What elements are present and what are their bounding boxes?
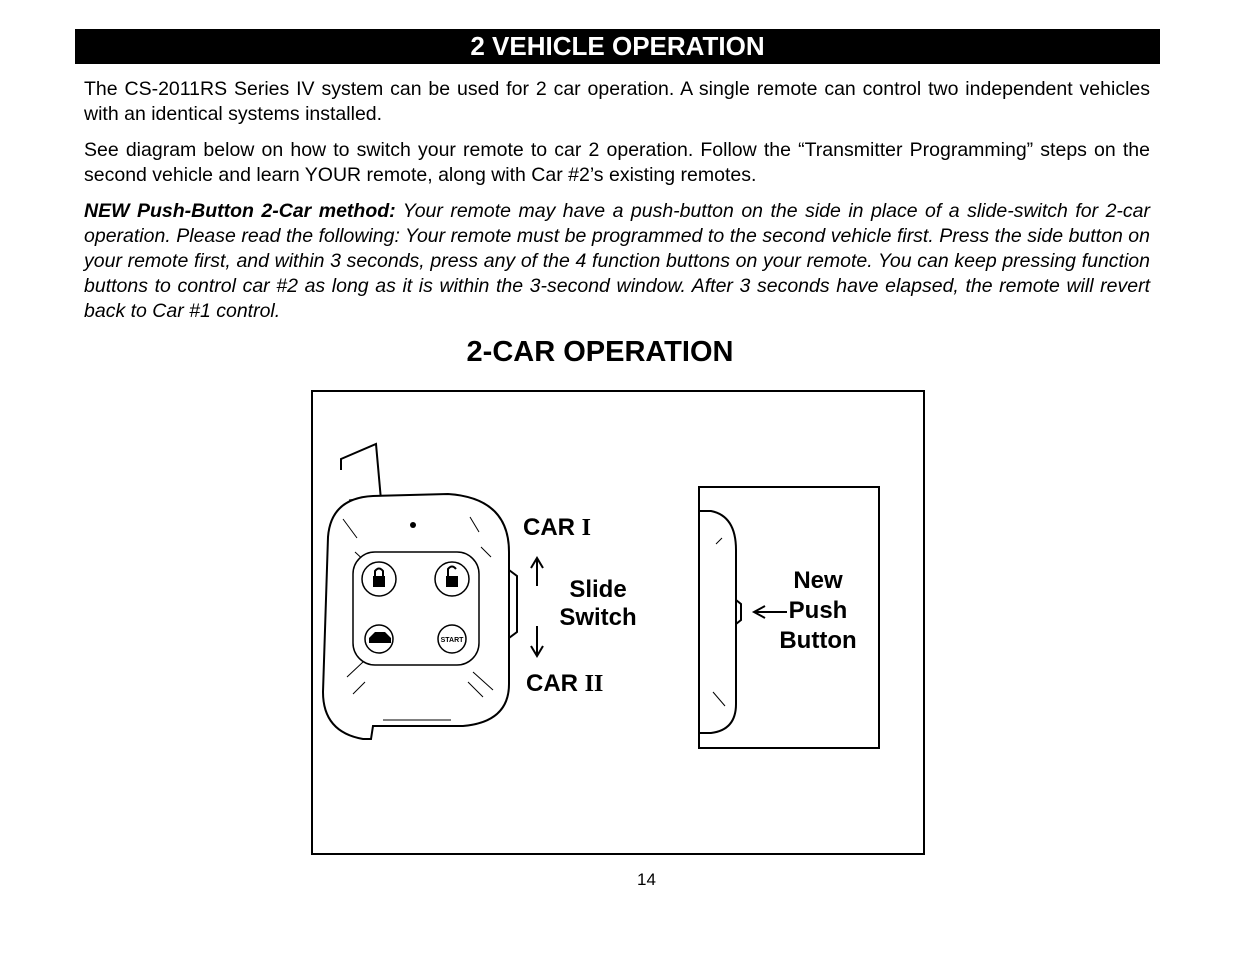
car-2-numeral: II xyxy=(584,671,604,697)
new-push-button-label xyxy=(775,566,861,656)
two-car-diagram xyxy=(311,390,925,855)
slide-switch-label xyxy=(548,576,648,632)
antenna-icon xyxy=(341,444,381,500)
push-button-method-body: Your remote may have a push-button on the side in place of a slide-switch for 2-car operation. Please read the following: Your remote must be programmed to the second vehicle first. Press the side button on your remote first, and within 3 seconds, press any of the 4 function buttons on your remote. You can keep pressing function buttons to control car #2 as long as it is within the 3-second window. After 3 seconds have elapsed, the remote will revert back to Car #1 control. xyxy=(84,200,1150,322)
car-2-prefix: CAR xyxy=(526,670,585,697)
slide-switch-icon xyxy=(509,570,517,638)
car-2-label xyxy=(526,670,603,698)
slide-switch-line-1: Slide xyxy=(569,576,627,603)
page-number: 14 xyxy=(637,870,656,889)
push-label-line-1: New xyxy=(793,567,843,594)
instructions-paragraph: See diagram below on how to switch your remote to car 2 operation. Follow the “Transmitter Programming” steps on the second vehicle and learn YOUR remote, along with Car #2’s existing remotes. xyxy=(84,139,1150,186)
push-button-method-paragraph xyxy=(84,199,1150,324)
car-1-prefix: CAR xyxy=(523,514,582,541)
unlock-icon xyxy=(446,576,458,587)
intro-paragraph: The CS-2011RS Series IV system can be used for 2 car operation. A single remote can control two independent vehicles with an identical systems installed. xyxy=(84,78,1150,125)
push-button-method-lead: NEW Push-Button 2-Car method: xyxy=(84,200,396,222)
section-banner: 2 VEHICLE OPERATION xyxy=(75,29,1160,64)
car-1-numeral: I xyxy=(581,515,592,541)
push-label-line-3: Button xyxy=(779,627,857,654)
remote-side-profile-icon xyxy=(699,511,736,733)
slide-switch-line-2: Switch xyxy=(559,604,637,631)
diagram-title: 2-CAR OPERATION xyxy=(466,336,734,368)
push-label-line-2: Push xyxy=(788,597,848,624)
led-indicator-icon xyxy=(410,522,416,528)
start-button-label: START xyxy=(440,637,464,644)
lock-icon xyxy=(373,576,385,587)
car-1-label xyxy=(523,514,591,542)
